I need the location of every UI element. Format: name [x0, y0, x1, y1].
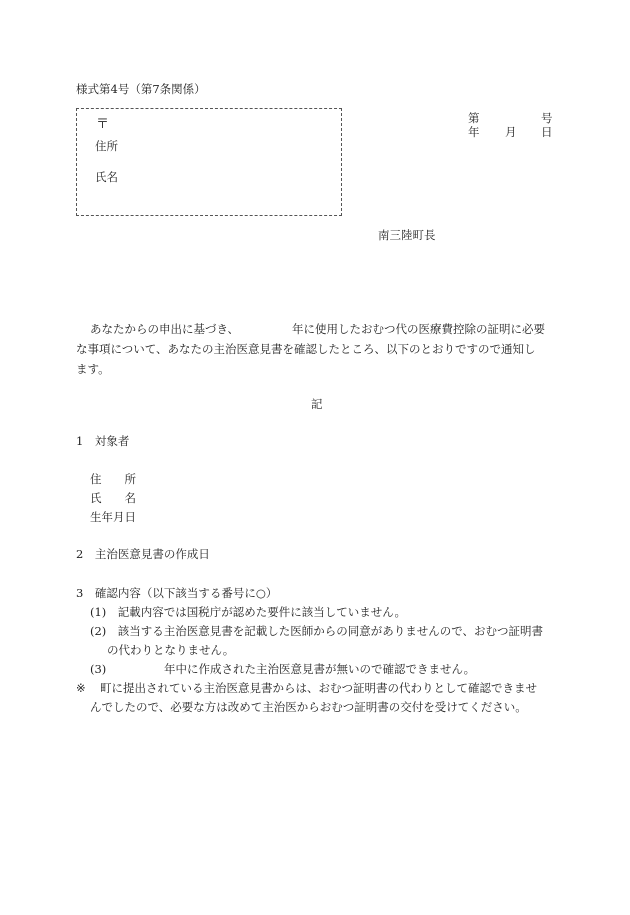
postal-mark: 〒: [96, 117, 110, 132]
name-label: 氏名: [95, 170, 118, 184]
note-line1: 町に提出されている主治医意見書からは、おむつ証明書の代わりとして確認できませ: [100, 681, 537, 695]
date-year: 年: [468, 125, 480, 139]
note-mark: ※: [76, 681, 86, 695]
section-1-title: 1 対象者: [76, 434, 130, 448]
check-item-2-line2: の代わりとなりません。: [107, 643, 235, 657]
address-box: [76, 108, 342, 216]
date-month: 月: [505, 125, 517, 139]
body-line2: な事項について、あなたの主治医意見書を確認したところ、以下のとおりですので通知し: [76, 342, 536, 356]
doc-number-dai: 第: [468, 111, 480, 125]
form-number: 様式第4号（第7条関係）: [76, 82, 206, 96]
section-2-title: 2 主治医意見書の作成日: [76, 547, 210, 561]
target-birthdate-label: 生年月日: [90, 510, 136, 524]
body-line3: ます。: [76, 362, 110, 376]
address-label: 住所: [95, 139, 118, 153]
section-3-title: 3 確認内容（以下該当する番号に○）: [76, 586, 278, 600]
doc-number-go: 号: [541, 111, 553, 125]
check-item-3-number: (3): [90, 662, 107, 676]
check-item-1: (1) 記載内容では国税庁が認めた要件に該当していません。: [90, 605, 406, 619]
check-item-3-text: 年中に作成された主治医意見書が無いので確認できません。: [164, 662, 476, 676]
note-line2: んでしたので、必要な方は改めて主治医からおむつ証明書の交付を受けてください。: [90, 700, 527, 714]
date-day: 日: [541, 125, 553, 139]
issuer: 南三陸町長: [378, 228, 436, 242]
check-item-2-line1: (2) 該当する主治医意見書を記載した医師からの同意がありませんので、おむつ証明書: [90, 624, 544, 638]
body-line1-a: あなたからの申出に基づき、: [90, 322, 240, 336]
ki-heading: 記: [311, 397, 323, 411]
body-line1-b: 年に使用したおむつ代の医療費控除の証明に必要: [292, 322, 545, 336]
target-address-label: 住 所: [90, 472, 136, 486]
target-name-label: 氏 名: [90, 491, 136, 505]
